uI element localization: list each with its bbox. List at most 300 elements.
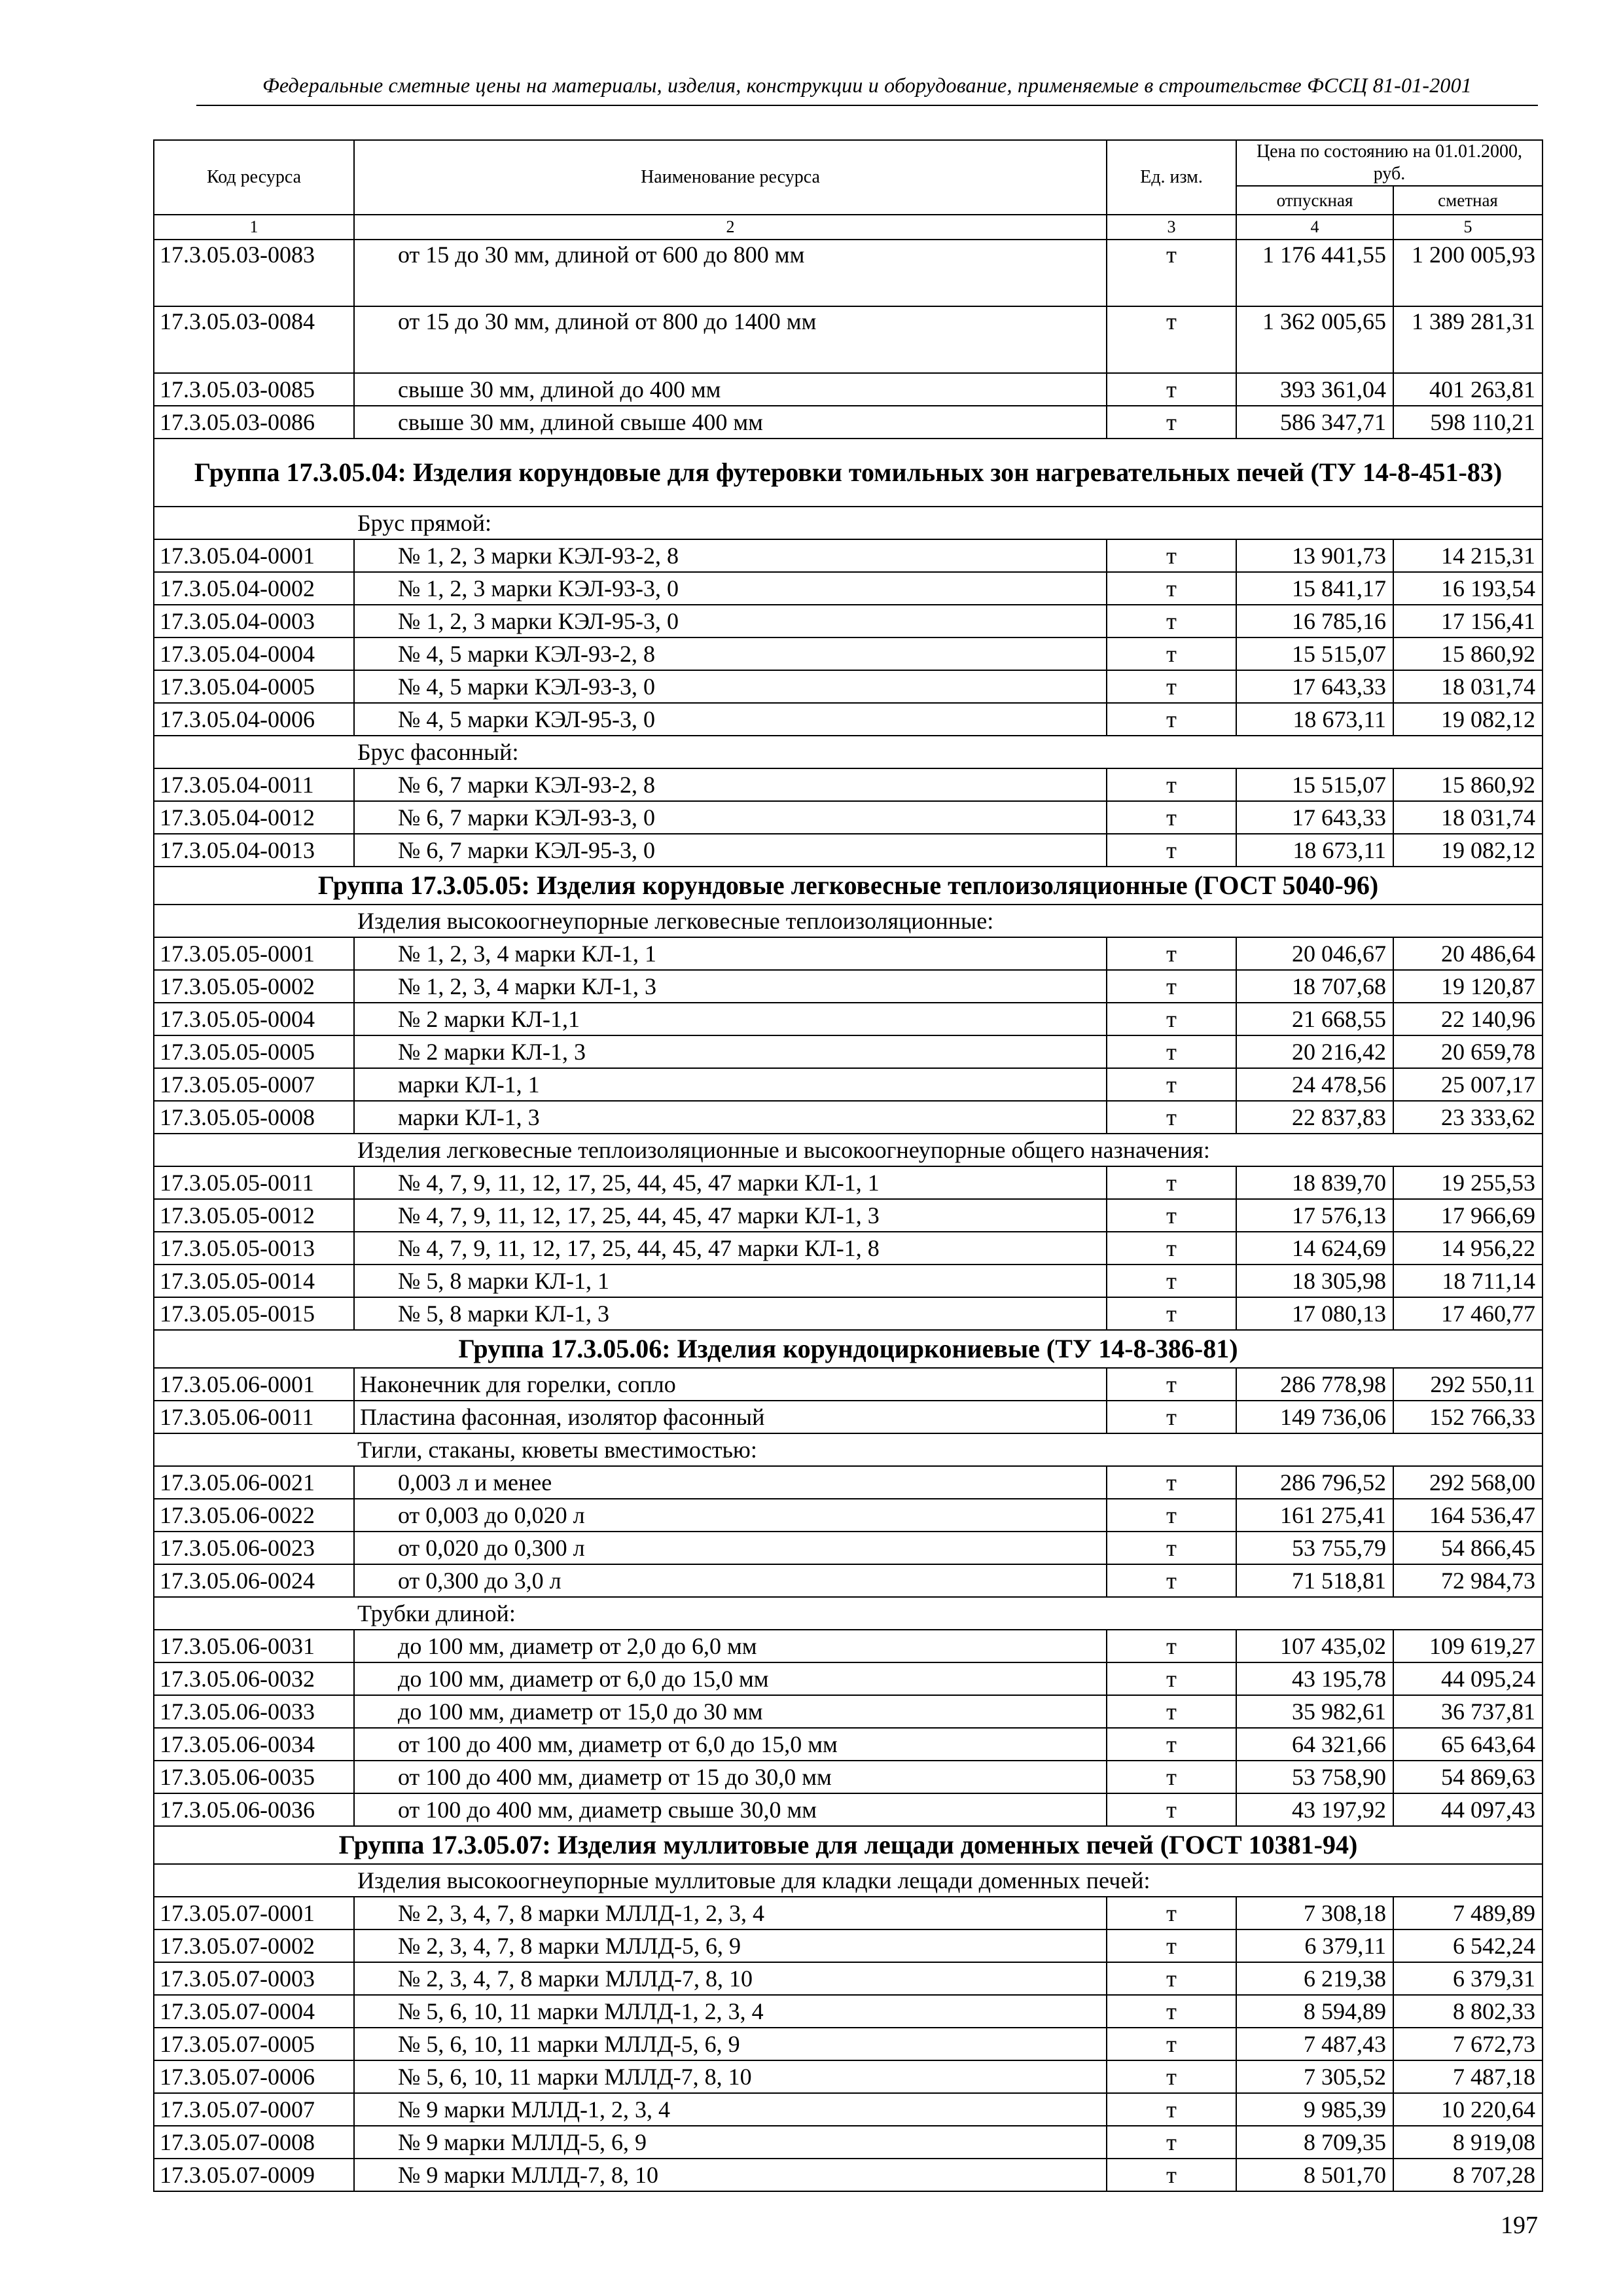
resource-code: 17.3.05.04-0011 bbox=[154, 768, 354, 801]
resource-name: марки КЛ-1, 3 bbox=[354, 1101, 1107, 1134]
release-price: 17 643,33 bbox=[1236, 670, 1393, 703]
estimate-price: 18 711,14 bbox=[1393, 1265, 1543, 1297]
resource-code: 17.3.05.06-0031 bbox=[154, 1630, 354, 1662]
resource-name: № 4, 7, 9, 11, 12, 17, 25, 44, 45, 47 марки КЛ-1, 3 bbox=[354, 1199, 1107, 1232]
release-price: 286 778,98 bbox=[1236, 1368, 1393, 1401]
table-body bbox=[154, 240, 1543, 2191]
estimate-price: 22 140,96 bbox=[1393, 1003, 1543, 1035]
resource-name: от 100 до 400 мм, диаметр свыше 30,0 мм bbox=[354, 1793, 1107, 1826]
estimate-price: 23 333,62 bbox=[1393, 1101, 1543, 1134]
resource-name: № 9 марки МЛЛД-7, 8, 10 bbox=[354, 2159, 1107, 2191]
resource-code: 17.3.05.06-0036 bbox=[154, 1793, 354, 1826]
resource-name: № 1, 2, 3 марки КЭЛ-93-3, 0 bbox=[354, 572, 1107, 605]
table-row bbox=[154, 1929, 1543, 1962]
estimate-price: 401 263,81 bbox=[1393, 373, 1543, 406]
resource-name: от 0,020 до 0,300 л bbox=[354, 1532, 1107, 1564]
estimate-price: 17 966,69 bbox=[1393, 1199, 1543, 1232]
resource-code: 17.3.05.05-0013 bbox=[154, 1232, 354, 1265]
table-row bbox=[154, 1003, 1543, 1035]
unit-of-measure: т bbox=[1107, 2093, 1236, 2126]
resource-code: 17.3.05.06-0035 bbox=[154, 1761, 354, 1793]
estimate-price: 19 082,12 bbox=[1393, 703, 1543, 736]
resource-name: от 100 до 400 мм, диаметр от 6,0 до 15,0 мм bbox=[354, 1728, 1107, 1761]
resource-name: № 2, 3, 4, 7, 8 марки МЛЛД-7, 8, 10 bbox=[354, 1962, 1107, 1995]
release-price: 9 985,39 bbox=[1236, 2093, 1393, 2126]
release-price: 35 982,61 bbox=[1236, 1695, 1393, 1728]
subheading-row bbox=[154, 507, 1543, 539]
release-price: 64 321,66 bbox=[1236, 1728, 1393, 1761]
table-row bbox=[154, 970, 1543, 1003]
table-row bbox=[154, 2126, 1543, 2159]
resource-code: 17.3.05.06-0024 bbox=[154, 1564, 354, 1597]
column-number: 5 bbox=[1393, 215, 1543, 240]
subheading: Изделия высокоогнеупорные муллитовые для кладки лещади доменных печей: bbox=[154, 1864, 1543, 1897]
release-price: 6 219,38 bbox=[1236, 1962, 1393, 1995]
subheading-row bbox=[154, 905, 1543, 937]
unit-of-measure: т bbox=[1107, 2159, 1236, 2191]
estimate-price: 292 568,00 bbox=[1393, 1466, 1543, 1499]
resource-name: от 15 до 30 мм, длиной от 800 до 1400 мм bbox=[354, 306, 1107, 373]
resource-name: № 4, 5 марки КЭЛ-95-3, 0 bbox=[354, 703, 1107, 736]
page-number: 197 bbox=[1501, 2212, 1538, 2239]
table-row bbox=[154, 1761, 1543, 1793]
estimate-price: 17 460,77 bbox=[1393, 1297, 1543, 1330]
resource-name: № 5, 6, 10, 11 марки МЛЛД-1, 2, 3, 4 bbox=[354, 1995, 1107, 2028]
estimate-price: 8 919,08 bbox=[1393, 2126, 1543, 2159]
resource-code: 17.3.05.04-0012 bbox=[154, 801, 354, 834]
table-row bbox=[154, 306, 1543, 373]
unit-of-measure: т bbox=[1107, 1564, 1236, 1597]
header-price-group: Цена по состоянию на 01.01.2000, руб. bbox=[1236, 140, 1543, 186]
release-price: 53 758,90 bbox=[1236, 1761, 1393, 1793]
resource-name: до 100 мм, диаметр от 2,0 до 6,0 мм bbox=[354, 1630, 1107, 1662]
unit-of-measure: т bbox=[1107, 240, 1236, 306]
unit-of-measure: т bbox=[1107, 1499, 1236, 1532]
estimate-price: 1 200 005,93 bbox=[1393, 240, 1543, 306]
resource-code: 17.3.05.07-0004 bbox=[154, 1995, 354, 2028]
group-title: Группа 17.3.05.05: Изделия корундовые легковесные теплоизоляционные (ГОСТ 5040-96) bbox=[154, 867, 1543, 905]
resource-name: № 2 марки КЛ-1,1 bbox=[354, 1003, 1107, 1035]
resource-name: от 15 до 30 мм, длиной от 600 до 800 мм bbox=[354, 240, 1107, 306]
resource-code: 17.3.05.03-0086 bbox=[154, 406, 354, 439]
unit-of-measure: т bbox=[1107, 768, 1236, 801]
resource-code: 17.3.05.04-0004 bbox=[154, 637, 354, 670]
release-price: 24 478,56 bbox=[1236, 1068, 1393, 1101]
unit-of-measure: т bbox=[1107, 1995, 1236, 2028]
subheading: Брус прямой: bbox=[154, 507, 1543, 539]
unit-of-measure: т bbox=[1107, 703, 1236, 736]
table-row bbox=[154, 1166, 1543, 1199]
resource-name: № 2 марки КЛ-1, 3 bbox=[354, 1035, 1107, 1068]
release-price: 286 796,52 bbox=[1236, 1466, 1393, 1499]
subheading-row bbox=[154, 1864, 1543, 1897]
release-price: 17 643,33 bbox=[1236, 801, 1393, 834]
resource-name: № 1, 2, 3, 4 марки КЛ-1, 1 bbox=[354, 937, 1107, 970]
resource-name: марки КЛ-1, 1 bbox=[354, 1068, 1107, 1101]
unit-of-measure: т bbox=[1107, 1662, 1236, 1695]
release-price: 22 837,83 bbox=[1236, 1101, 1393, 1134]
table-row bbox=[154, 1793, 1543, 1826]
unit-of-measure: т bbox=[1107, 1466, 1236, 1499]
resource-code: 17.3.05.05-0004 bbox=[154, 1003, 354, 1035]
header-unit: Ед. изм. bbox=[1107, 140, 1236, 215]
price-table-container bbox=[153, 139, 1542, 2192]
estimate-price: 8 802,33 bbox=[1393, 1995, 1543, 2028]
resource-code: 17.3.05.06-0023 bbox=[154, 1532, 354, 1564]
resource-code: 17.3.05.06-0032 bbox=[154, 1662, 354, 1695]
release-price: 586 347,71 bbox=[1236, 406, 1393, 439]
table-row bbox=[154, 1068, 1543, 1101]
resource-name: № 4, 7, 9, 11, 12, 17, 25, 44, 45, 47 марки КЛ-1, 1 bbox=[354, 1166, 1107, 1199]
release-price: 18 707,68 bbox=[1236, 970, 1393, 1003]
resource-name: 0,003 л и менее bbox=[354, 1466, 1107, 1499]
table-row bbox=[154, 1499, 1543, 1532]
resource-code: 17.3.05.05-0015 bbox=[154, 1297, 354, 1330]
resource-code: 17.3.05.06-0034 bbox=[154, 1728, 354, 1761]
release-price: 18 673,11 bbox=[1236, 834, 1393, 867]
unit-of-measure: т bbox=[1107, 801, 1236, 834]
resource-name: до 100 мм, диаметр от 6,0 до 15,0 мм bbox=[354, 1662, 1107, 1695]
table-row bbox=[154, 240, 1543, 306]
estimate-price: 20 486,64 bbox=[1393, 937, 1543, 970]
resource-name: № 1, 2, 3 марки КЭЛ-95-3, 0 bbox=[354, 605, 1107, 637]
estimate-price: 19 255,53 bbox=[1393, 1166, 1543, 1199]
table-row bbox=[154, 1199, 1543, 1232]
subheading-row bbox=[154, 1433, 1543, 1466]
table-row bbox=[154, 1401, 1543, 1433]
resource-code: 17.3.05.06-0001 bbox=[154, 1368, 354, 1401]
resource-name: от 0,003 до 0,020 л bbox=[354, 1499, 1107, 1532]
resource-name: № 6, 7 марки КЭЛ-95-3, 0 bbox=[354, 834, 1107, 867]
table-row bbox=[154, 1101, 1543, 1134]
resource-name: Наконечник для горелки, сопло bbox=[354, 1368, 1107, 1401]
estimate-price: 65 643,64 bbox=[1393, 1728, 1543, 1761]
resource-code: 17.3.05.05-0007 bbox=[154, 1068, 354, 1101]
resource-name: № 1, 2, 3 марки КЭЛ-93-2, 8 bbox=[354, 539, 1107, 572]
unit-of-measure: т bbox=[1107, 1728, 1236, 1761]
unit-of-measure: т bbox=[1107, 406, 1236, 439]
group-header-row bbox=[154, 439, 1543, 507]
table-row bbox=[154, 539, 1543, 572]
unit-of-measure: т bbox=[1107, 670, 1236, 703]
table-row bbox=[154, 1368, 1543, 1401]
estimate-price: 8 707,28 bbox=[1393, 2159, 1543, 2191]
table-row bbox=[154, 1662, 1543, 1695]
estimate-price: 18 031,74 bbox=[1393, 801, 1543, 834]
group-title: Группа 17.3.05.07: Изделия муллитовые для лещади доменных печей (ГОСТ 10381-94) bbox=[154, 1826, 1543, 1864]
release-price: 15 515,07 bbox=[1236, 637, 1393, 670]
resource-name: от 0,300 до 3,0 л bbox=[354, 1564, 1107, 1597]
group-header-row bbox=[154, 1330, 1543, 1368]
unit-of-measure: т bbox=[1107, 373, 1236, 406]
unit-of-measure: т bbox=[1107, 834, 1236, 867]
estimate-price: 152 766,33 bbox=[1393, 1401, 1543, 1433]
subheading: Трубки длиной: bbox=[154, 1597, 1543, 1630]
resource-name: от 100 до 400 мм, диаметр от 15 до 30,0 мм bbox=[354, 1761, 1107, 1793]
subheading: Изделия легковесные теплоизоляционные и высокоогнеупорные общего назначения: bbox=[154, 1134, 1543, 1166]
table-row bbox=[154, 1897, 1543, 1929]
table-row bbox=[154, 2060, 1543, 2093]
release-price: 7 487,43 bbox=[1236, 2028, 1393, 2060]
subheading-row bbox=[154, 1597, 1543, 1630]
table-row bbox=[154, 1532, 1543, 1564]
resource-code: 17.3.05.06-0022 bbox=[154, 1499, 354, 1532]
resource-name: № 1, 2, 3, 4 марки КЛ-1, 3 bbox=[354, 970, 1107, 1003]
unit-of-measure: т bbox=[1107, 1199, 1236, 1232]
subheading-row bbox=[154, 1134, 1543, 1166]
resource-name: свыше 30 мм, длиной свыше 400 мм bbox=[354, 406, 1107, 439]
estimate-price: 36 737,81 bbox=[1393, 1695, 1543, 1728]
price-table bbox=[153, 139, 1543, 2192]
table-row bbox=[154, 1466, 1543, 1499]
release-price: 1 176 441,55 bbox=[1236, 240, 1393, 306]
release-price: 13 901,73 bbox=[1236, 539, 1393, 572]
resource-code: 17.3.05.07-0007 bbox=[154, 2093, 354, 2126]
estimate-price: 7 487,18 bbox=[1393, 2060, 1543, 2093]
release-price: 15 841,17 bbox=[1236, 572, 1393, 605]
release-price: 8 594,89 bbox=[1236, 1995, 1393, 2028]
release-price: 7 308,18 bbox=[1236, 1897, 1393, 1929]
resource-code: 17.3.05.07-0006 bbox=[154, 2060, 354, 2093]
estimate-price: 164 536,47 bbox=[1393, 1499, 1543, 1532]
unit-of-measure: т bbox=[1107, 1297, 1236, 1330]
release-price: 20 216,42 bbox=[1236, 1035, 1393, 1068]
estimate-price: 1 389 281,31 bbox=[1393, 306, 1543, 373]
resource-code: 17.3.05.04-0002 bbox=[154, 572, 354, 605]
release-price: 15 515,07 bbox=[1236, 768, 1393, 801]
release-price: 18 673,11 bbox=[1236, 703, 1393, 736]
resource-name: № 4, 5 марки КЭЛ-93-3, 0 bbox=[354, 670, 1107, 703]
release-price: 43 197,92 bbox=[1236, 1793, 1393, 1826]
table-row bbox=[154, 1995, 1543, 2028]
table-row bbox=[154, 2159, 1543, 2191]
release-price: 8 501,70 bbox=[1236, 2159, 1393, 2191]
resource-code: 17.3.05.07-0009 bbox=[154, 2159, 354, 2191]
unit-of-measure: т bbox=[1107, 1265, 1236, 1297]
unit-of-measure: т bbox=[1107, 1368, 1236, 1401]
release-price: 161 275,41 bbox=[1236, 1499, 1393, 1532]
resource-code: 17.3.05.05-0012 bbox=[154, 1199, 354, 1232]
table-row bbox=[154, 1564, 1543, 1597]
unit-of-measure: т bbox=[1107, 970, 1236, 1003]
estimate-price: 72 984,73 bbox=[1393, 1564, 1543, 1597]
table-row bbox=[154, 937, 1543, 970]
unit-of-measure: т bbox=[1107, 572, 1236, 605]
estimate-price: 19 082,12 bbox=[1393, 834, 1543, 867]
unit-of-measure: т bbox=[1107, 1166, 1236, 1199]
unit-of-measure: т bbox=[1107, 637, 1236, 670]
unit-of-measure: т bbox=[1107, 2060, 1236, 2093]
estimate-price: 15 860,92 bbox=[1393, 768, 1543, 801]
unit-of-measure: т bbox=[1107, 937, 1236, 970]
unit-of-measure: т bbox=[1107, 1232, 1236, 1265]
resource-code: 17.3.05.07-0003 bbox=[154, 1962, 354, 1995]
unit-of-measure: т bbox=[1107, 1897, 1236, 1929]
table-row bbox=[154, 2028, 1543, 2060]
estimate-price: 44 097,43 bbox=[1393, 1793, 1543, 1826]
release-price: 7 305,52 bbox=[1236, 2060, 1393, 2093]
estimate-price: 598 110,21 bbox=[1393, 406, 1543, 439]
table-row bbox=[154, 1297, 1543, 1330]
unit-of-measure: т bbox=[1107, 1035, 1236, 1068]
table-row bbox=[154, 834, 1543, 867]
header-release-price: отпускная bbox=[1236, 186, 1393, 215]
unit-of-measure: т bbox=[1107, 1962, 1236, 1995]
unit-of-measure: т bbox=[1107, 1695, 1236, 1728]
resource-name: № 6, 7 марки КЭЛ-93-2, 8 bbox=[354, 768, 1107, 801]
table-row bbox=[154, 1035, 1543, 1068]
column-number: 2 bbox=[354, 215, 1107, 240]
release-price: 17 080,13 bbox=[1236, 1297, 1393, 1330]
resource-name: Пластина фасонная, изолятор фасонный bbox=[354, 1401, 1107, 1433]
resource-name: № 4, 5 марки КЭЛ-93-2, 8 bbox=[354, 637, 1107, 670]
resource-code: 17.3.05.05-0001 bbox=[154, 937, 354, 970]
estimate-price: 6 379,31 bbox=[1393, 1962, 1543, 1995]
unit-of-measure: т bbox=[1107, 1761, 1236, 1793]
resource-name: № 5, 8 марки КЛ-1, 3 bbox=[354, 1297, 1107, 1330]
unit-of-measure: т bbox=[1107, 2028, 1236, 2060]
unit-of-measure: т bbox=[1107, 1793, 1236, 1826]
subheading: Брус фасонный: bbox=[154, 736, 1543, 768]
resource-code: 17.3.05.03-0084 bbox=[154, 306, 354, 373]
column-number: 3 bbox=[1107, 215, 1236, 240]
table-row bbox=[154, 1728, 1543, 1761]
estimate-price: 109 619,27 bbox=[1393, 1630, 1543, 1662]
table-row bbox=[154, 637, 1543, 670]
release-price: 20 046,67 bbox=[1236, 937, 1393, 970]
estimate-price: 10 220,64 bbox=[1393, 2093, 1543, 2126]
resource-code: 17.3.05.06-0021 bbox=[154, 1466, 354, 1499]
release-price: 18 305,98 bbox=[1236, 1265, 1393, 1297]
header-code: Код ресурса bbox=[154, 140, 354, 215]
unit-of-measure: т bbox=[1107, 1003, 1236, 1035]
resource-name: № 2, 3, 4, 7, 8 марки МЛЛД-1, 2, 3, 4 bbox=[354, 1897, 1107, 1929]
estimate-price: 14 956,22 bbox=[1393, 1232, 1543, 1265]
resource-code: 17.3.05.05-0002 bbox=[154, 970, 354, 1003]
header-name: Наименование ресурса bbox=[354, 140, 1107, 215]
resource-code: 17.3.05.04-0013 bbox=[154, 834, 354, 867]
resource-code: 17.3.05.04-0006 bbox=[154, 703, 354, 736]
running-header: Федеральные сметные цены на материалы, изделия, конструкции и оборудование, применяемые в строительстве ФССЦ 81-01-2001 bbox=[262, 73, 1472, 97]
table-row bbox=[154, 1695, 1543, 1728]
unit-of-measure: т bbox=[1107, 605, 1236, 637]
table-row bbox=[154, 373, 1543, 406]
estimate-price: 15 860,92 bbox=[1393, 637, 1543, 670]
release-price: 1 362 005,65 bbox=[1236, 306, 1393, 373]
unit-of-measure: т bbox=[1107, 1101, 1236, 1134]
table-row bbox=[154, 406, 1543, 439]
release-price: 17 576,13 bbox=[1236, 1199, 1393, 1232]
resource-code: 17.3.05.06-0011 bbox=[154, 1401, 354, 1433]
release-price: 71 518,81 bbox=[1236, 1564, 1393, 1597]
estimate-price: 18 031,74 bbox=[1393, 670, 1543, 703]
resource-name: № 5, 8 марки КЛ-1, 1 bbox=[354, 1265, 1107, 1297]
table-row bbox=[154, 670, 1543, 703]
release-price: 8 709,35 bbox=[1236, 2126, 1393, 2159]
column-number: 4 bbox=[1236, 215, 1393, 240]
release-price: 393 361,04 bbox=[1236, 373, 1393, 406]
subheading-row bbox=[154, 736, 1543, 768]
resource-name: № 5, 6, 10, 11 марки МЛЛД-7, 8, 10 bbox=[354, 2060, 1107, 2093]
estimate-price: 292 550,11 bbox=[1393, 1368, 1543, 1401]
resource-name: № 2, 3, 4, 7, 8 марки МЛЛД-5, 6, 9 bbox=[354, 1929, 1107, 1962]
table-row bbox=[154, 572, 1543, 605]
resource-code: 17.3.05.04-0003 bbox=[154, 605, 354, 637]
unit-of-measure: т bbox=[1107, 1929, 1236, 1962]
estimate-price: 44 095,24 bbox=[1393, 1662, 1543, 1695]
estimate-price: 25 007,17 bbox=[1393, 1068, 1543, 1101]
estimate-price: 7 489,89 bbox=[1393, 1897, 1543, 1929]
resource-code: 17.3.05.05-0005 bbox=[154, 1035, 354, 1068]
table-row bbox=[154, 703, 1543, 736]
estimate-price: 16 193,54 bbox=[1393, 572, 1543, 605]
resource-code: 17.3.05.05-0011 bbox=[154, 1166, 354, 1199]
estimate-price: 17 156,41 bbox=[1393, 605, 1543, 637]
unit-of-measure: т bbox=[1107, 1068, 1236, 1101]
release-price: 21 668,55 bbox=[1236, 1003, 1393, 1035]
resource-code: 17.3.05.04-0005 bbox=[154, 670, 354, 703]
group-header-row bbox=[154, 867, 1543, 905]
column-number-row bbox=[154, 215, 1543, 240]
header-estimate-price: сметная bbox=[1393, 186, 1543, 215]
unit-of-measure: т bbox=[1107, 306, 1236, 373]
release-price: 107 435,02 bbox=[1236, 1630, 1393, 1662]
header-rule bbox=[196, 105, 1538, 106]
table-row bbox=[154, 2093, 1543, 2126]
unit-of-measure: т bbox=[1107, 2126, 1236, 2159]
table-row bbox=[154, 605, 1543, 637]
release-price: 16 785,16 bbox=[1236, 605, 1393, 637]
unit-of-measure: т bbox=[1107, 539, 1236, 572]
resource-name: № 4, 7, 9, 11, 12, 17, 25, 44, 45, 47 марки КЛ-1, 8 bbox=[354, 1232, 1107, 1265]
estimate-price: 6 542,24 bbox=[1393, 1929, 1543, 1962]
unit-of-measure: т bbox=[1107, 1532, 1236, 1564]
resource-code: 17.3.05.07-0008 bbox=[154, 2126, 354, 2159]
table-row bbox=[154, 1265, 1543, 1297]
release-price: 149 736,06 bbox=[1236, 1401, 1393, 1433]
estimate-price: 14 215,31 bbox=[1393, 539, 1543, 572]
table-row bbox=[154, 1630, 1543, 1662]
subheading: Тигли, стаканы, кюветы вместимостью: bbox=[154, 1433, 1543, 1466]
estimate-price: 19 120,87 bbox=[1393, 970, 1543, 1003]
resource-name: свыше 30 мм, длиной до 400 мм bbox=[354, 373, 1107, 406]
release-price: 53 755,79 bbox=[1236, 1532, 1393, 1564]
resource-name: № 6, 7 марки КЭЛ-93-3, 0 bbox=[354, 801, 1107, 834]
unit-of-measure: т bbox=[1107, 1630, 1236, 1662]
resource-code: 17.3.05.03-0085 bbox=[154, 373, 354, 406]
resource-code: 17.3.05.06-0033 bbox=[154, 1695, 354, 1728]
group-title: Группа 17.3.05.06: Изделия корундоциркониевые (ТУ 14-8-386-81) bbox=[154, 1330, 1543, 1368]
resource-name: № 9 марки МЛЛД-1, 2, 3, 4 bbox=[354, 2093, 1107, 2126]
release-price: 14 624,69 bbox=[1236, 1232, 1393, 1265]
group-header-row bbox=[154, 1826, 1543, 1864]
resource-code: 17.3.05.05-0008 bbox=[154, 1101, 354, 1134]
estimate-price: 54 866,45 bbox=[1393, 1532, 1543, 1564]
table-row bbox=[154, 768, 1543, 801]
resource-name: № 5, 6, 10, 11 марки МЛЛД-5, 6, 9 bbox=[354, 2028, 1107, 2060]
subheading: Изделия высокоогнеупорные легковесные теплоизоляционные: bbox=[154, 905, 1543, 937]
resource-code: 17.3.05.03-0083 bbox=[154, 240, 354, 306]
unit-of-measure: т bbox=[1107, 1401, 1236, 1433]
table-row bbox=[154, 1232, 1543, 1265]
estimate-price: 20 659,78 bbox=[1393, 1035, 1543, 1068]
release-price: 43 195,78 bbox=[1236, 1662, 1393, 1695]
estimate-price: 7 672,73 bbox=[1393, 2028, 1543, 2060]
resource-name: до 100 мм, диаметр от 15,0 до 30 мм bbox=[354, 1695, 1107, 1728]
resource-code: 17.3.05.07-0005 bbox=[154, 2028, 354, 2060]
resource-code: 17.3.05.07-0001 bbox=[154, 1897, 354, 1929]
resource-code: 17.3.05.05-0014 bbox=[154, 1265, 354, 1297]
